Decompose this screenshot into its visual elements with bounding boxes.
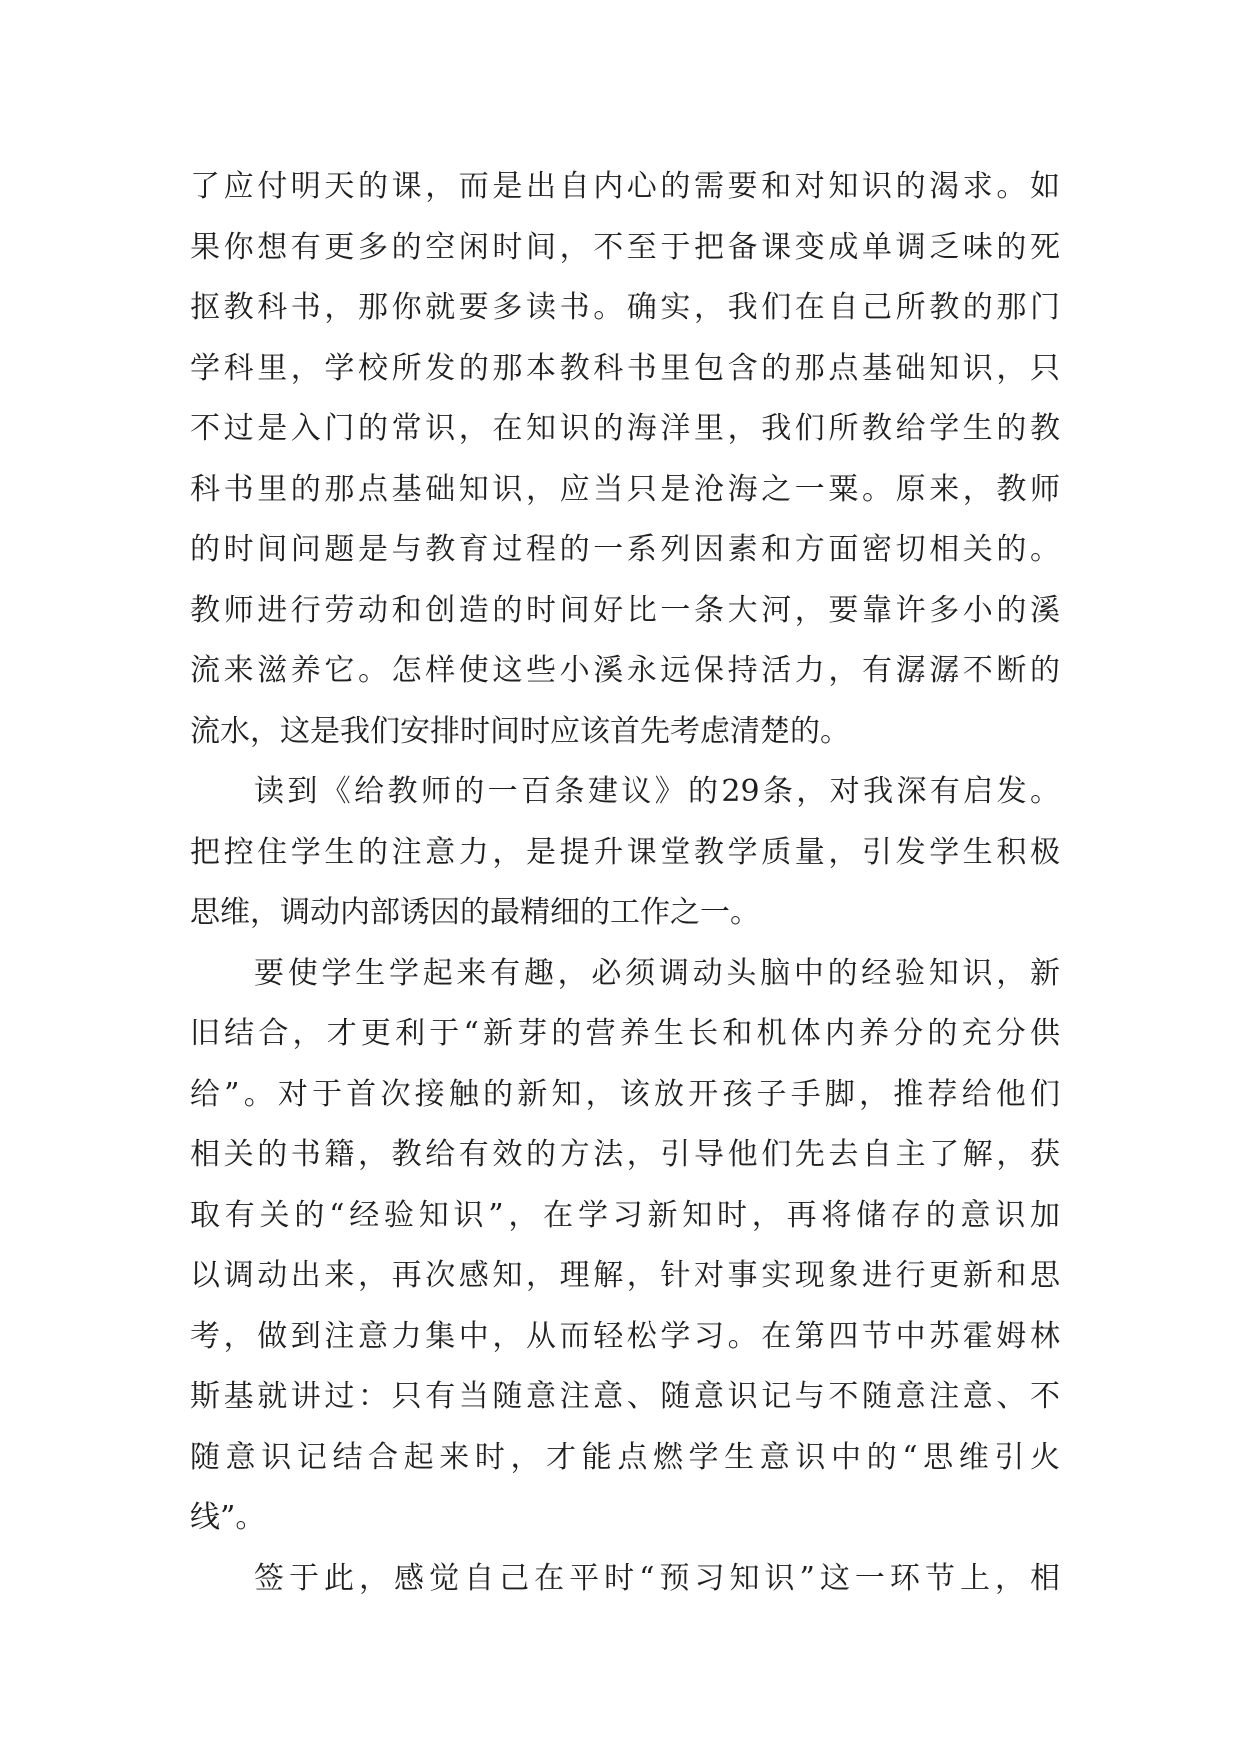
- text-line: 流来滋养它。怎样使这些小溪永远保持活力，有潺潺不断的: [190, 653, 1060, 688]
- text-line: 线”。: [190, 1500, 266, 1535]
- text-line: 取有关的“经验知识”，在学习新知时，再将储存的意识加: [190, 1197, 1060, 1233]
- text-line: 教师进行劳动和创造的时间好比一条大河，要靠许多小的溪: [190, 592, 1060, 628]
- text-line: 学科里，学校所发的那本教科书里包含的那点基础知识，只: [190, 350, 1060, 386]
- text-line: 签于此，感觉自己在平时“预习知识”这一环节上，相: [254, 1560, 1060, 1596]
- text-line: 果你想有更多的空闲时间，不至于把备课变成单调乏味的死: [190, 229, 1060, 265]
- text-line: 斯基就讲过：只有当随意注意、随意识记与不随意注意、不: [190, 1379, 1060, 1414]
- text-line: 的时间问题是与教育过程的一系列因素和方面密切相关的。: [190, 532, 1060, 567]
- text-line: 科书里的那点基础知识，应当只是沧海之一粟。原来，教师: [190, 471, 1060, 507]
- text-line: 给”。对于首次接触的新知，该放开孩子手脚，推荐给他们: [190, 1076, 1060, 1112]
- text-line: 流水，这是我们安排时间时应该首先考虑清楚的。: [190, 713, 850, 749]
- text-line: 读到《给教师的一百条建议》的29条，对我深有启发。: [254, 774, 1060, 809]
- text-line: 不过是入门的常识，在知识的海洋里，我们所教给学生的教: [190, 411, 1060, 446]
- text-line: 要使学生学起来有趣，必须调动头脑中的经验知识，新: [254, 955, 1060, 991]
- text-line: 考，做到注意力集中，从而轻松学习。在第四节中苏霍姆林: [190, 1318, 1060, 1354]
- text-line: 以调动出来，再次感知，理解，针对事实现象进行更新和思: [190, 1258, 1060, 1293]
- text-line: 抠教科书，那你就要多读书。确实，我们在自己所教的那门: [190, 290, 1060, 325]
- body-text: [190, 157, 1060, 1609]
- text-line: 了应付明天的课，而是出自内心的需要和对知识的渴求。如: [190, 169, 1060, 204]
- text-line: 随意识记结合起来时，才能点燃学生意识中的“思维引火: [190, 1439, 1060, 1475]
- text-line: 相关的书籍，教给有效的方法，引导他们先去自主了解，获: [190, 1137, 1060, 1172]
- text-line: 思维，调动内部诱因的最精细的工作之一。: [190, 895, 760, 930]
- text-line: 把控住学生的注意力，是提升课堂教学质量，引发学生积极: [190, 834, 1060, 870]
- text-line: 旧结合，才更利于“新芽的营养生长和机体内养分的充分供: [190, 1016, 1060, 1051]
